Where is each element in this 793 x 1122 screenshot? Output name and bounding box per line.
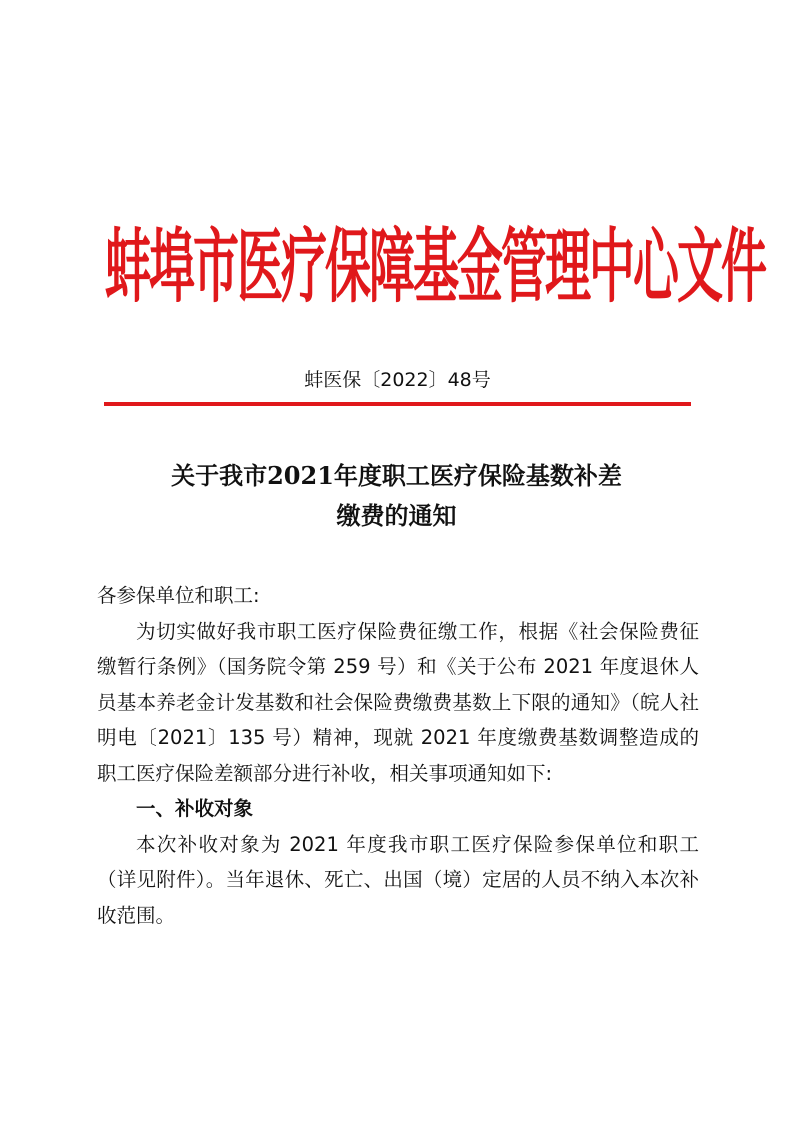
- issuing-authority-title: [105, 219, 765, 315]
- red-divider-line: [104, 402, 691, 406]
- body-paragraph: 为切实做好我市职工医疗保险费征缴工作，根据《社会保险费征缴暂行条例》（国务院令第 259 号）和《关于公布 2021 年度退休人员基本养老金计发基数和社会保险费缴费基数上下限的通知》（皖人社明电〔2021〕135 号）精神，现就 2021 年度缴费基数调整造成的职工医疗保险差额部分进行补收，相关事项通知如下:: [97, 619, 699, 785]
- document-number: 蚌医保〔2022〕48号: [304, 369, 491, 391]
- body-paragraph: 本次补收对象为 2021 年度我市职工医疗保险参保单位和职工（详见附件）。当年退休、死亡、出国（境）定居的人员不纳入本次补收范围。: [97, 832, 699, 927]
- document-title-line-1: 关于我市2021年度职工医疗保险基数补差: [171, 461, 622, 490]
- document-title-line-2: 缴费的通知: [336, 501, 457, 530]
- document-body: [97, 578, 699, 933]
- document-title: [80, 456, 713, 536]
- salutation: 各参保单位和职工:: [97, 584, 260, 607]
- issuing-authority-title-text: 蚌埠市医疗保障基金管理中心文件: [105, 219, 765, 314]
- section-heading: 一、补收对象: [136, 797, 254, 820]
